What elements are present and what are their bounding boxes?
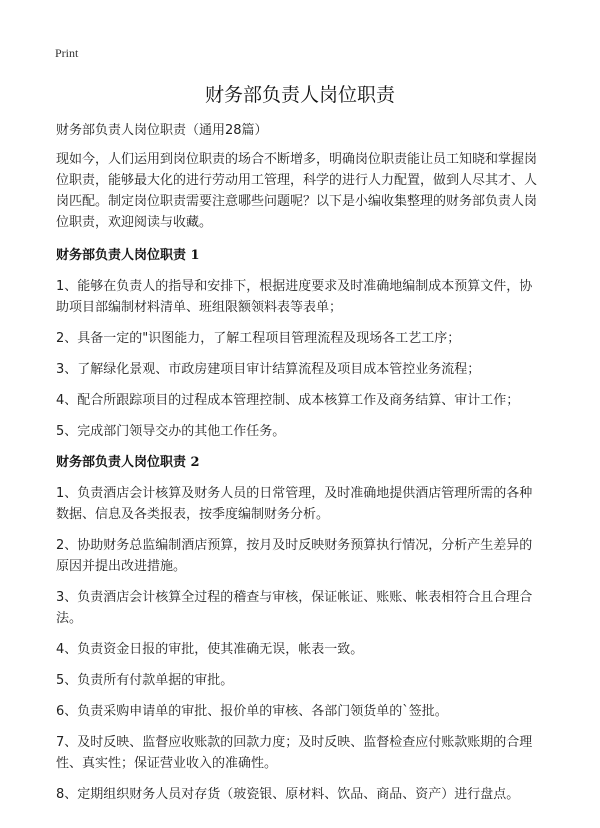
duty-item: 3、负责酒店会计核算全过程的稽查与审核，保证帐证、账账、帐表相符合且合理合法。 [56,590,533,626]
duty-item: 2、协助财务总监编制酒店预算，按月及时反映财务预算执行情况，分析产生差异的原因并提出改进措施。 [56,538,533,574]
intro-paragraph: 现如今，人们运用到岗位职责的场合不断增多，明确岗位职责能让员工知晓和掌握岗位职责，能够最大化的进行劳动用工管理，科学的进行人力配置，做到人尽其才、人岗匹配。制定岗位职责需要注意哪些问题呢？以下是小编收集整理的财务部负责人岗位职责，欢迎阅读与收藏。 [56,152,538,230]
section-heading-2: 财务部负责人岗位职责 2 [56,455,200,470]
duty-item: 8、定期组织财务人员对存货（玻瓷银、原材料、饮品、商品、资产）进行盘点。 [56,787,520,802]
article-body [56,120,544,815]
article-subtitle: 财务部负责人岗位职责（通用28篇） [56,123,268,138]
print-link[interactable]: Print [55,46,79,60]
duty-item: 5、完成部门领导交办的其他工作任务。 [56,424,286,439]
duty-item: 7、及时反映、监督应收账款的回款力度；及时反映、监督检查应付账款账期的合理性、真实性；保证营业收入的准确性。 [56,735,533,771]
duty-item: 4、负责资金日报的审批，使其准确无误，帐表一致。 [56,642,364,657]
duty-item: 2、具备一定的"识图能力，了解工程项目管理流程及现场各工艺工序； [56,331,461,346]
duty-item: 4、配合所跟踪项目的过程成本管理控制、成本核算工作及商务结算、审计工作； [56,393,520,408]
section-heading-1: 财务部负责人岗位职责 1 [56,248,200,263]
page-title: 财务部负责人岗位职责 [204,84,395,106]
duty-item: 3、了解绿化景观、市政房建项目审计结算流程及项目成本管控业务流程； [56,362,481,377]
duty-item: 1、能够在负责人的指导和安排下，根据进度要求及时准确地编制成本预算文件，协助项目部编制材料清单、班组限额领料表等表单； [56,279,533,315]
duty-item: 5、负责所有付款单据的审批。 [56,673,234,688]
duty-item: 6、负责采购申请单的审批、报价单的审核、各部门领货单的`签批。 [56,704,448,719]
duty-item: 1、负责酒店会计核算及财务人员的日常管理，及时准确地提供酒店管理所需的各种数据、信息及各类报表，按季度编制财务分析。 [56,486,533,522]
